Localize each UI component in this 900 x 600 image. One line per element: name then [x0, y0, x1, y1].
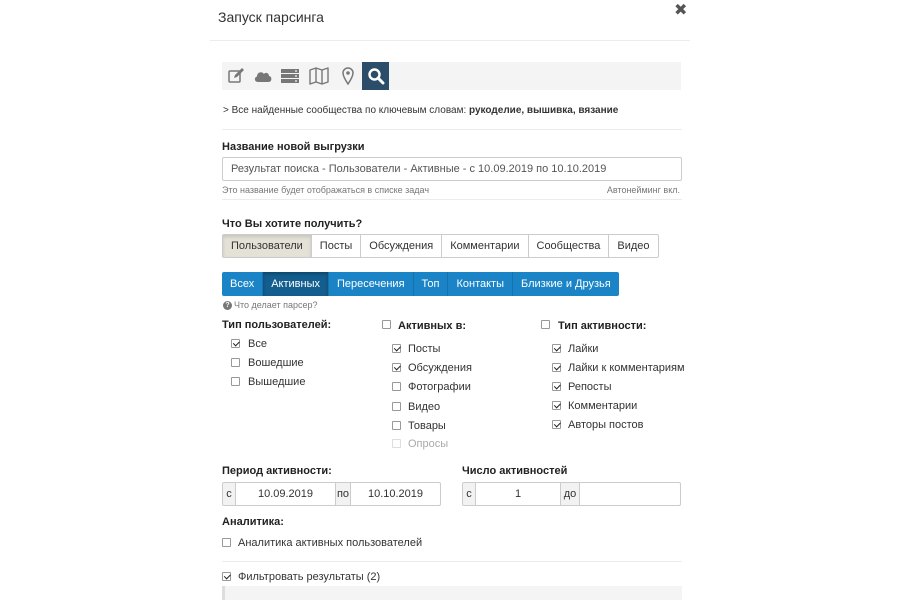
- divider: [222, 129, 682, 130]
- count-input-group: [462, 482, 681, 506]
- info-keywords: рукоделие, вышивка, вязание: [469, 105, 619, 116]
- question-icon: ?: [223, 301, 232, 310]
- activity-post-authors-checkbox[interactable]: [552, 420, 561, 429]
- parser-help-text: Что делает парсер?: [234, 300, 318, 310]
- result-type-tabs: [222, 234, 659, 258]
- activity-comments-checkbox[interactable]: [552, 401, 561, 410]
- dialog-title: Запуск парсинга: [218, 9, 324, 25]
- count-from-input[interactable]: 1: [514, 488, 522, 500]
- map-icon[interactable]: [305, 62, 332, 90]
- active-in-video-label: Видео: [408, 401, 441, 413]
- divider: [222, 561, 682, 562]
- tab-intersections[interactable]: Пересечения: [329, 272, 414, 296]
- tab-all[interactable]: Всех: [222, 272, 263, 296]
- period-label: Период активности:: [222, 465, 332, 477]
- tab-comments[interactable]: Комментарии: [441, 234, 528, 258]
- user-type-joined-checkbox[interactable]: [231, 358, 240, 367]
- tab-active[interactable]: Активных: [263, 272, 329, 296]
- tab-video[interactable]: Видео: [608, 234, 658, 258]
- info-prefix: > Все найденные сообщества по ключевым словам:: [223, 105, 470, 116]
- count-to-input[interactable]: [580, 483, 680, 505]
- activity-reposts-label: Репосты: [568, 381, 612, 393]
- close-icon[interactable]: ✖: [674, 2, 688, 19]
- active-in-label: Активных в:: [398, 320, 466, 332]
- export-name-label: Название новой выгрузки: [222, 141, 365, 153]
- user-type-all-checkbox[interactable]: [231, 339, 240, 348]
- export-name-hint: Это название будет отображаться в списке задач: [222, 185, 430, 195]
- user-type-all-label: Все: [248, 338, 267, 350]
- active-in-photos-checkbox[interactable]: [392, 382, 401, 391]
- active-in-discussions-label: Обсуждения: [408, 362, 472, 374]
- active-in-polls-checkbox: [392, 439, 401, 448]
- autonaming-toggle[interactable]: Автонейминг вкл.: [606, 185, 680, 195]
- active-in-photos-label: Фотографии: [408, 381, 471, 393]
- count-to-addon: до: [560, 483, 580, 505]
- what-label: Что Вы хотите получить?: [222, 218, 363, 230]
- parser-mode-tabs: [222, 272, 619, 296]
- active-in-video-checkbox[interactable]: [392, 402, 401, 411]
- period-to-input[interactable]: 10.10.2019: [367, 488, 424, 500]
- edit-icon[interactable]: [222, 62, 249, 90]
- analytics-label: Аналитика:: [222, 516, 284, 528]
- source-toolbar: [222, 62, 681, 90]
- cloud-icon[interactable]: [249, 62, 276, 90]
- activity-likes-label: Лайки: [568, 343, 599, 355]
- activity-likes-checkbox[interactable]: [552, 344, 561, 353]
- tab-contacts[interactable]: Контакты: [448, 272, 513, 296]
- tab-communities[interactable]: Сообщества: [528, 234, 610, 258]
- period-input-group: [222, 482, 441, 506]
- active-in-header-checkbox[interactable]: [382, 320, 391, 329]
- tab-discussions[interactable]: Обсуждения: [360, 234, 442, 258]
- active-in-goods-checkbox[interactable]: [392, 421, 401, 430]
- user-types-label: Тип пользователей:: [222, 319, 332, 331]
- tab-posts[interactable]: Посты: [311, 234, 361, 258]
- tab-top[interactable]: Топ: [414, 272, 449, 296]
- tab-close-friends[interactable]: Близкие и Друзья: [513, 272, 619, 296]
- user-type-left-checkbox[interactable]: [231, 377, 240, 386]
- export-name-input[interactable]: [222, 157, 682, 181]
- user-type-joined-label: Вошедшие: [248, 357, 304, 369]
- parser-help-link[interactable]: [223, 300, 317, 310]
- map-marker-icon[interactable]: [334, 62, 361, 90]
- period-to-addon: по: [335, 483, 351, 505]
- filter-label: Фильтровать результаты (2): [238, 571, 381, 583]
- period-from-input[interactable]: 10.09.2019: [257, 488, 314, 500]
- server-icon[interactable]: [276, 62, 303, 90]
- count-label: Число активностей: [462, 465, 568, 477]
- activity-reposts-checkbox[interactable]: [552, 382, 561, 391]
- divider: [222, 199, 682, 200]
- search-icon[interactable]: [362, 62, 389, 90]
- active-in-goods-label: Товары: [408, 420, 446, 432]
- count-from-addon: с: [463, 483, 476, 505]
- active-in-polls-label: Опросы: [408, 438, 449, 450]
- search-keywords-info: [223, 105, 618, 116]
- filter-panel: [222, 586, 682, 600]
- activity-comment-likes-label: Лайки к комментариям: [568, 362, 685, 374]
- activity-type-header-checkbox[interactable]: [541, 320, 550, 329]
- analytics-option-label: Аналитика активных пользователей: [238, 537, 423, 549]
- active-in-posts-checkbox[interactable]: [392, 344, 401, 353]
- activity-comment-likes-checkbox[interactable]: [552, 363, 561, 372]
- activity-post-authors-label: Авторы постов: [568, 419, 644, 431]
- active-in-discussions-checkbox[interactable]: [392, 363, 401, 372]
- period-from-addon: с: [223, 483, 236, 505]
- tab-users[interactable]: Пользователи: [222, 234, 312, 258]
- activity-type-label: Тип активности:: [558, 320, 647, 332]
- analytics-checkbox[interactable]: [222, 538, 231, 547]
- filter-checkbox[interactable]: [222, 572, 231, 581]
- active-in-posts-label: Посты: [408, 343, 441, 355]
- activity-comments-label: Комментарии: [568, 400, 638, 412]
- title-divider: [210, 40, 690, 41]
- user-type-left-label: Вышедшие: [248, 376, 306, 388]
